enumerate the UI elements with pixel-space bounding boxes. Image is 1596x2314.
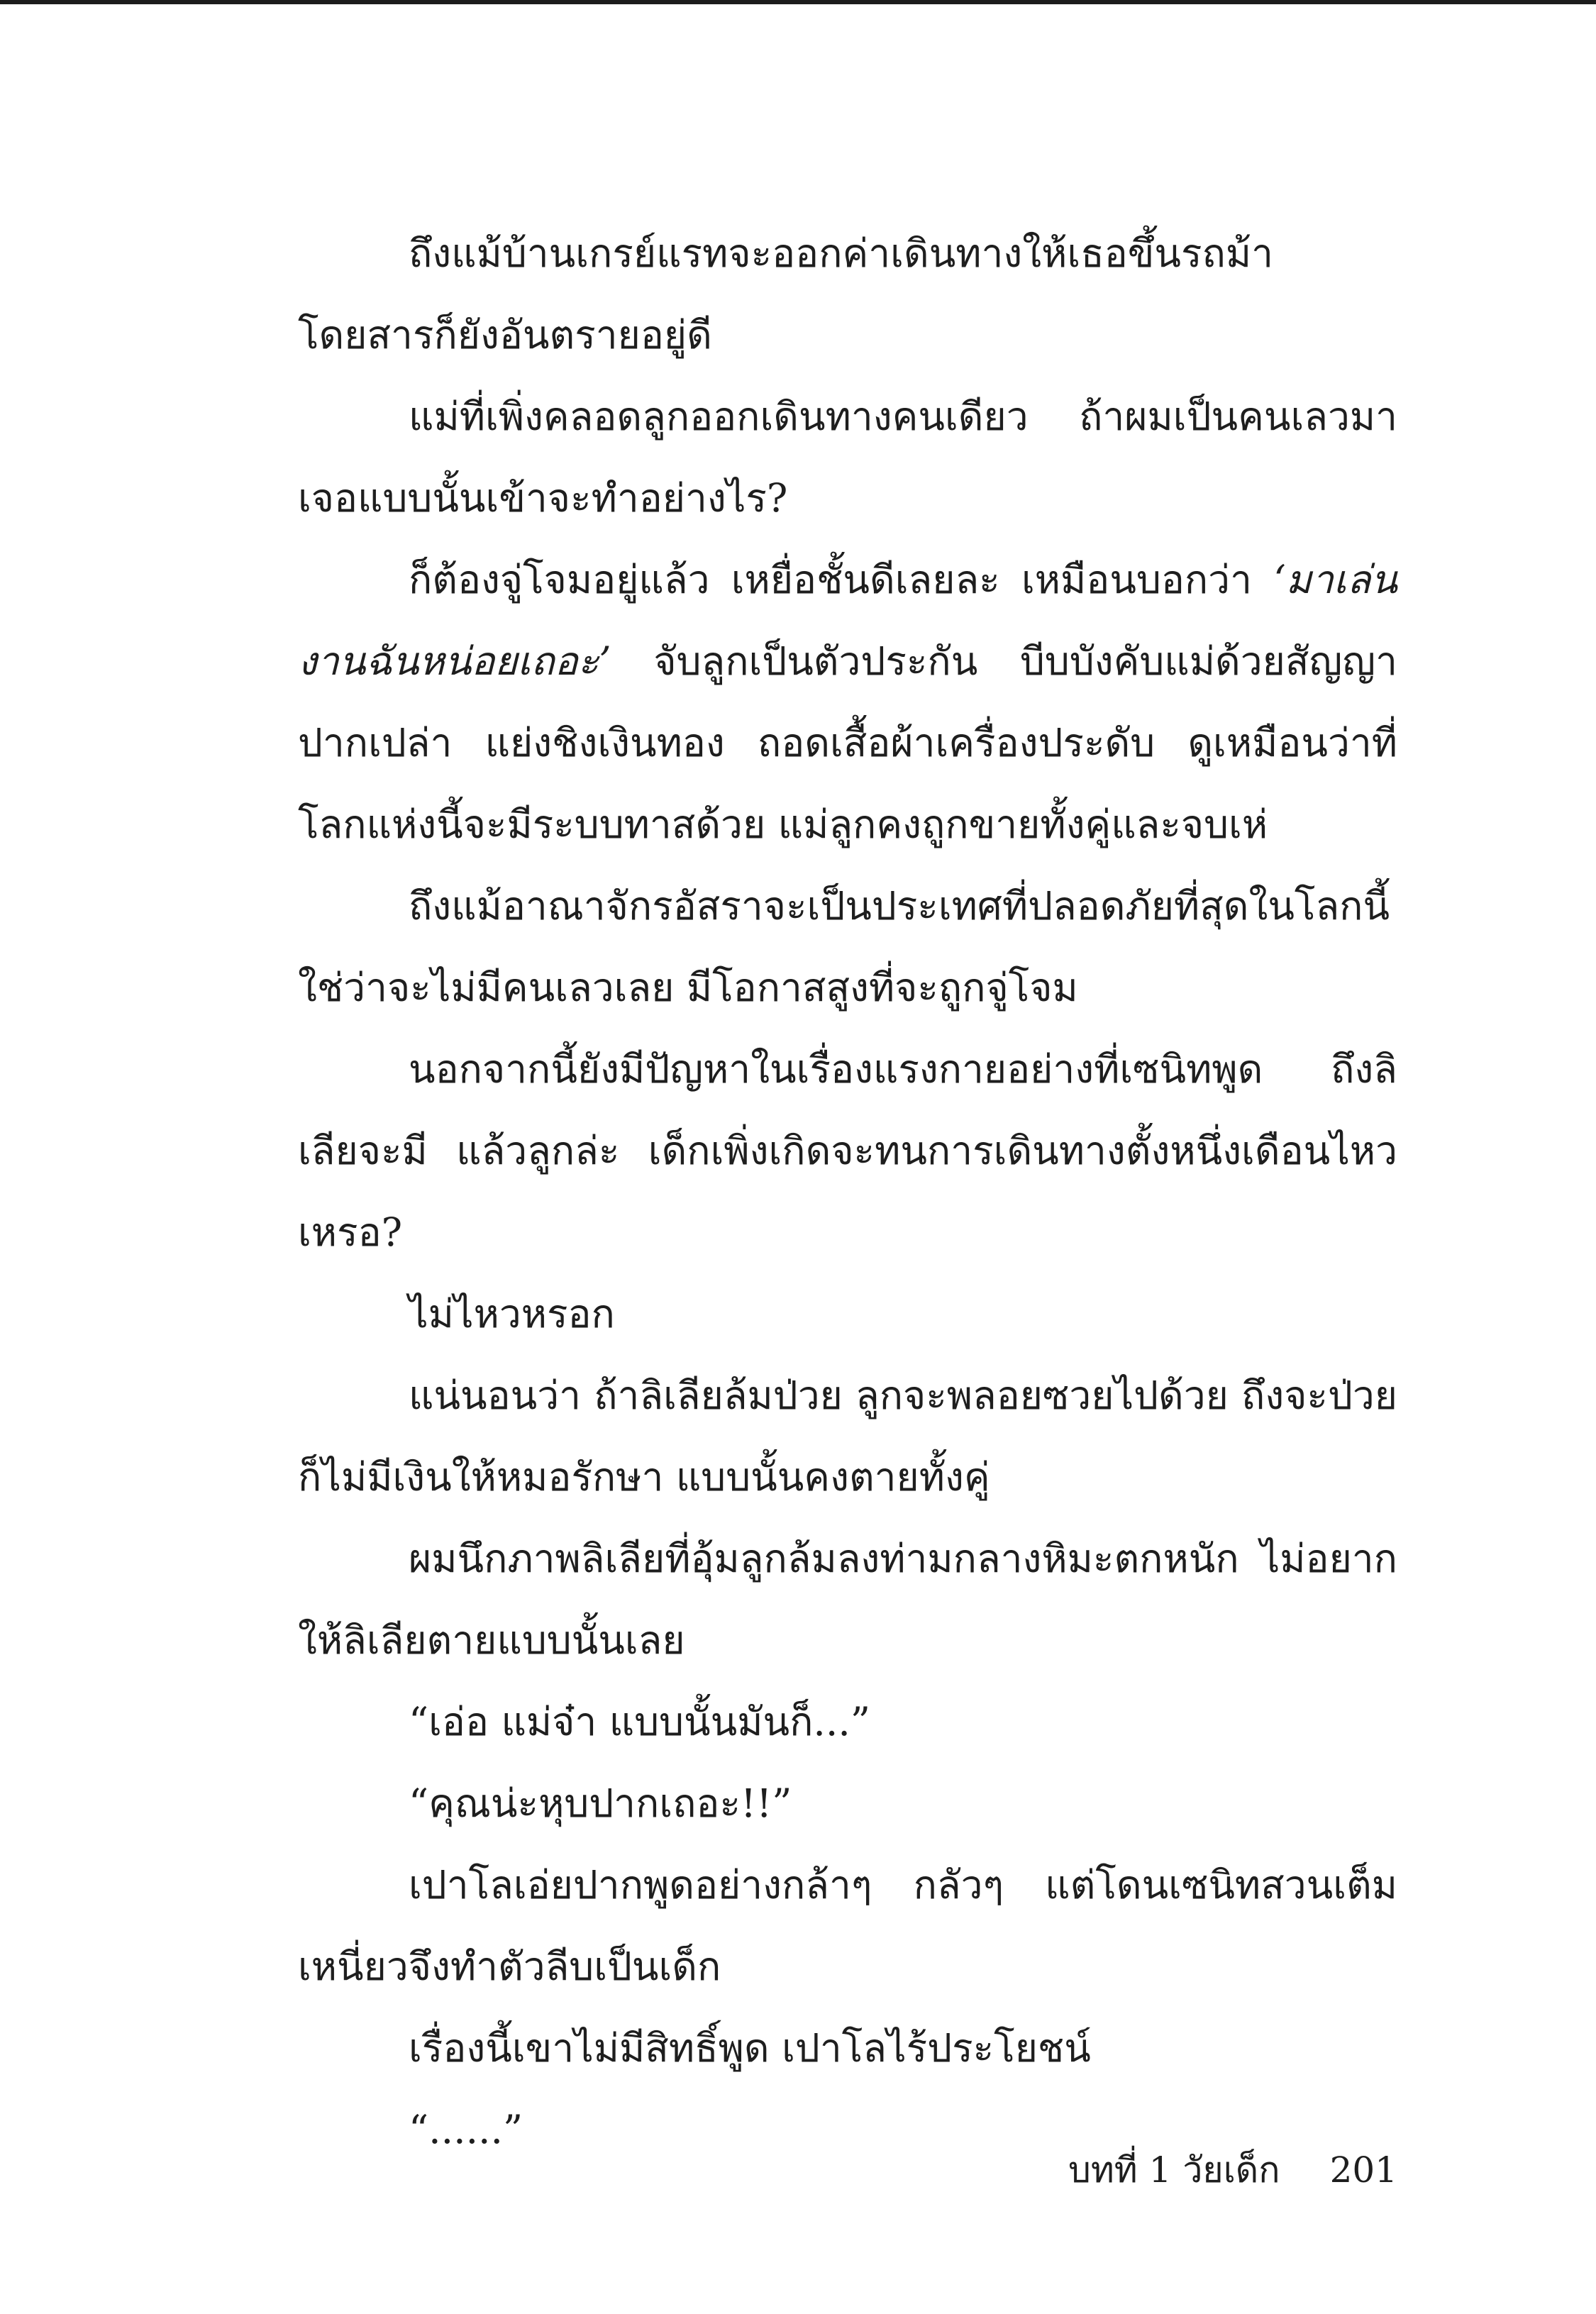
paragraph-3-italic-quote: ‘มาเล่นงานฉันหน่อยเถอะ’ — [298, 557, 1397, 684]
paragraph-4: ถึงแม้อาณาจักรอัสราจะเป็นประเทศที่ปลอดภัยที่สุดในโลกนี้ ใช่ว่าจะไม่มีคนเลวเลย มีโอกาสสูงที่จะถูกจู่โจม — [298, 883, 1402, 1010]
paragraph-3-text-after: จับลูกเป็นตัวประกัน บีบบังคับแม่ด้วยสัญญาปากเปล่า แย่งชิงเงินทอง ถอดเสื้อผ้าเครื่องประดับ ดูเหมือนว่าที่โลกแห่งนี้จะมีระบบทาสด้วย แม่ลูกคงถูกขายทั้งคู่และจบเห่ — [298, 638, 1397, 847]
dialogue-1: “เอ่อ แม่จ๋า แบบนั้นมันก็...” — [409, 1699, 870, 1744]
paragraph-10: เรื่องนี้เขาไม่มีสิทธิ์พูด เปาโลไร้ประโยชน์ — [409, 2025, 1091, 2071]
paragraph-3 — [298, 539, 1397, 865]
running-footer-chapter: บทที่ 1 วัยเด็ก — [1068, 2149, 1280, 2191]
paragraph-9: เปาโลเอ่ยปากพูดอย่างกล้าๆ กลัวๆ แต่โดนเซนิทสวนเต็มเหนี่ยวจึงทำตัวลีบเป็นเด็ก — [298, 1862, 1397, 1989]
dialogue-2: “คุณน่ะหุบปากเถอะ!!” — [409, 1781, 792, 1826]
paragraph-7: แน่นอนว่า ถ้าลิเลียล้มป่วย ลูกจะพลอยซวยไปด้วย ถึงจะป่วยก็ไม่มีเงินให้หมอรักษา แบบนั้นคงตายทั้งคู่ — [298, 1373, 1397, 1500]
top-border-rule — [0, 0, 1596, 4]
page-number: 201 — [1329, 2149, 1397, 2191]
paragraph-1: ถึงแม้บ้านเกรย์แรทจะออกค่าเดินทางให้เธอขึ้นรถม้าโดยสารก็ยังอันตรายอยู่ดี — [298, 231, 1273, 358]
page-footer — [1068, 2142, 1397, 2198]
dialogue-3: “......” — [409, 2107, 523, 2152]
paragraph-3-text-before: ก็ต้องจู่โจมอยู่แล้ว เหยื่อชั้นดีเลยละ เหมือนบอกว่า — [409, 557, 1274, 602]
paragraph-8: ผมนึกภาพลิเลียที่อุ้มลูกล้มลงท่ามกลางหิมะตกหนัก ไม่อยากให้ลิเลียตายแบบนั้นเลย — [298, 1536, 1397, 1663]
paragraph-5: นอกจากนี้ยังมีปัญหาในเรื่องแรงกายอย่างที่เซนิทพูด ถึงลิเลียจะมี แล้วลูกล่ะ เด็กเพิ่งเกิดจะทนการเดินทางตั้งหนึ่งเดือนไหวเหรอ? — [298, 1046, 1397, 1255]
paragraph-6: ไม่ไหวหรอก — [409, 1291, 615, 1336]
page-body — [298, 213, 1402, 2171]
paragraph-2: แม่ที่เพิ่งคลอดลูกออกเดินทางคนเดียว ถ้าผมเป็นคนเลวมาเจอแบบนั้นเข้าจะทำอย่างไร? — [298, 394, 1397, 521]
